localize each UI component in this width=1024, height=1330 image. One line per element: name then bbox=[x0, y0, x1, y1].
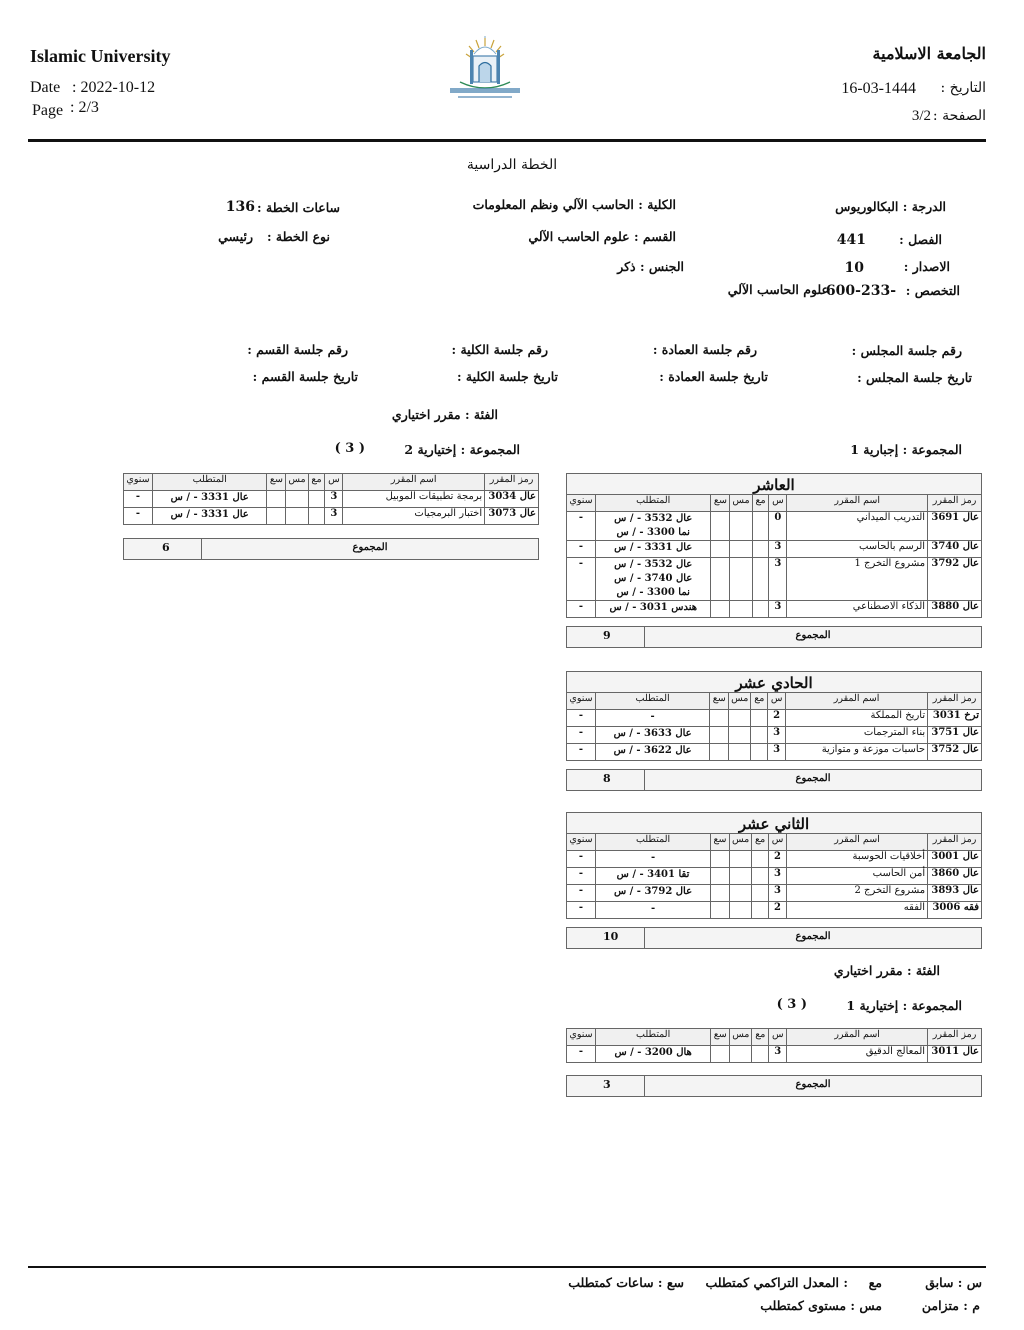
cell-prereq: عال 3633 - / س bbox=[596, 727, 710, 744]
cell-sa bbox=[710, 727, 729, 744]
column-header-ma: مع bbox=[752, 834, 769, 851]
cell-code: عال 3011 bbox=[928, 1046, 982, 1063]
cell-prereq: هال 3200 - / س bbox=[596, 1046, 711, 1063]
dept-session-no: رقم جلسة القسم : bbox=[247, 342, 348, 357]
date-label: Date bbox=[30, 79, 61, 96]
column-header-ma: مع bbox=[752, 1029, 769, 1046]
term-label: الفصل : bbox=[899, 232, 942, 247]
column-header-s: س bbox=[769, 834, 787, 851]
column-header-code: رمز المقرر bbox=[928, 1029, 982, 1046]
column-header-sa: سع bbox=[710, 693, 729, 710]
cell-s: 3 bbox=[769, 601, 787, 618]
cell-ma bbox=[308, 508, 325, 525]
cell-prereq: - bbox=[596, 710, 710, 727]
column-header-prereq: المتطلب bbox=[596, 693, 710, 710]
table-row bbox=[567, 710, 982, 727]
cell-ms bbox=[729, 727, 751, 744]
column-header-name: اسم المقرر bbox=[786, 693, 928, 710]
cell-yearly: - bbox=[567, 1046, 596, 1063]
deanship-session-date: تاريخ جلسة العمادة : bbox=[659, 369, 768, 384]
column-header-sa: سع bbox=[711, 1029, 730, 1046]
column-header-code: رمز المقرر bbox=[928, 834, 982, 851]
cell-code: عال 3001 bbox=[928, 851, 982, 868]
cell-ms bbox=[730, 1046, 752, 1063]
cell-ma bbox=[751, 710, 768, 727]
table-row bbox=[124, 491, 539, 508]
deanship-session-no: رقم جلسة العمادة : bbox=[652, 342, 757, 357]
semester-table bbox=[566, 692, 982, 761]
column-header-prereq: المتطلب bbox=[152, 474, 266, 491]
cell-ms bbox=[730, 512, 752, 541]
cell-name: تاريخ المملكة bbox=[786, 710, 928, 727]
cell-name: مشروع التخرج 1 bbox=[787, 558, 928, 601]
cell-name: حاسبات موزعة و متوازية bbox=[786, 744, 928, 761]
cell-ma bbox=[752, 541, 769, 558]
cell-name: التدريب الميداني bbox=[787, 512, 928, 541]
semester-title: الحادي عشر bbox=[566, 671, 982, 693]
total-label: المجموع bbox=[644, 770, 981, 790]
column-header-ma: مع bbox=[308, 474, 325, 491]
table-row bbox=[567, 868, 982, 885]
table-row bbox=[567, 902, 982, 919]
cell-s: 3 bbox=[769, 541, 787, 558]
table-header-row bbox=[567, 693, 982, 710]
table-row bbox=[567, 727, 982, 744]
cell-ma bbox=[752, 851, 769, 868]
version-label: الاصدار : bbox=[903, 259, 950, 274]
cell-sa bbox=[711, 558, 730, 601]
table-row bbox=[567, 512, 982, 541]
column-header-sa: سع bbox=[711, 495, 730, 512]
table-row bbox=[567, 851, 982, 868]
cell-s: 0 bbox=[769, 512, 787, 541]
cell-yearly: - bbox=[567, 601, 596, 618]
major-code: -600-233 bbox=[825, 283, 896, 299]
total-label: المجموع bbox=[644, 1076, 981, 1096]
semester-title: الثاني عشر bbox=[566, 812, 982, 834]
dept-session-date: تاريخ جلسة القسم : bbox=[252, 369, 358, 384]
column-header-prereq: المتطلب bbox=[595, 495, 710, 512]
cell-prereq: عال 3792 - / س bbox=[596, 885, 711, 902]
total-value: 6 bbox=[162, 541, 170, 554]
cell-code: عال 3792 bbox=[928, 558, 982, 601]
column-header-yearly: سنوي bbox=[567, 693, 596, 710]
cell-ms bbox=[730, 558, 752, 601]
cell-sa bbox=[711, 1046, 730, 1063]
page-value: : 2/3 bbox=[70, 99, 99, 116]
ar-date-value: 16-03-1444 bbox=[841, 80, 916, 97]
cell-ma bbox=[752, 601, 769, 618]
cell-sa bbox=[711, 868, 730, 885]
semester-title: العاشر bbox=[566, 473, 982, 495]
column-header-yearly: سنوي bbox=[567, 1029, 596, 1046]
semester-total bbox=[566, 626, 982, 648]
column-header-ma: مع bbox=[751, 693, 768, 710]
legend-ms: مس : مستوى كمتطلب bbox=[760, 1298, 882, 1313]
table-row bbox=[567, 558, 982, 601]
cell-yearly: - bbox=[124, 508, 153, 525]
table-header-row bbox=[567, 1029, 982, 1046]
column-header-code: رمز المقرر bbox=[928, 693, 982, 710]
plan-type-value: رئيسي bbox=[218, 229, 253, 244]
cell-ma bbox=[752, 868, 769, 885]
column-header-prereq: المتطلب bbox=[596, 834, 711, 851]
cell-code: عال 3073 bbox=[485, 508, 539, 525]
plan-type-label: نوع الخطة : bbox=[266, 229, 330, 244]
column-header-prereq: المتطلب bbox=[596, 1029, 711, 1046]
column-header-name: اسم المقرر bbox=[343, 474, 485, 491]
cell-sa bbox=[267, 491, 286, 508]
group-left-label: المجموعة : إختيارية 2 bbox=[404, 442, 520, 457]
column-header-s: س bbox=[768, 693, 786, 710]
cell-ma bbox=[751, 727, 768, 744]
department: القسم : علوم الحاسب الآلي bbox=[528, 229, 676, 244]
legend-ma-desc: : المعدل التراكمي كمتطلب bbox=[705, 1275, 848, 1290]
column-header-ms: مس bbox=[286, 474, 308, 491]
column-header-ms: مس bbox=[730, 1029, 752, 1046]
cell-s: 3 bbox=[769, 1046, 787, 1063]
cell-name: أخلاقيات الحوسبة bbox=[786, 851, 927, 868]
ar-date-label: التاريخ : bbox=[940, 80, 986, 96]
cell-yearly: - bbox=[567, 710, 596, 727]
cell-prereq: عال 3622 - / س bbox=[596, 744, 710, 761]
college: الكلية : الحاسب الآلي ونظم المعلومات bbox=[472, 197, 676, 212]
cell-code: عال 3034 bbox=[485, 491, 539, 508]
cell-prereq: - bbox=[596, 902, 711, 919]
cell-code: عال 3893 bbox=[928, 885, 982, 902]
group-right-label: المجموعة : إجبارية 1 bbox=[850, 442, 962, 457]
cell-ms bbox=[729, 885, 751, 902]
cell-s: 3 bbox=[325, 508, 343, 525]
table-row bbox=[567, 601, 982, 618]
cell-s: 3 bbox=[325, 491, 343, 508]
table-header-row bbox=[567, 495, 982, 512]
cell-yearly: - bbox=[567, 851, 596, 868]
legend-sa: سع : ساعات كمتطلب bbox=[568, 1275, 684, 1290]
cell-sa bbox=[711, 885, 730, 902]
table-row bbox=[567, 1046, 982, 1063]
major-name: علوم الحاسب الآلي bbox=[727, 282, 829, 297]
column-header-ms: مس bbox=[729, 693, 751, 710]
cell-name: الرسم بالحاسب bbox=[787, 541, 928, 558]
cell-s: 2 bbox=[768, 710, 786, 727]
cell-name: أمن الحاسب bbox=[786, 868, 927, 885]
en-university-title: Islamic University bbox=[30, 46, 171, 66]
column-header-sa: سع bbox=[267, 474, 286, 491]
cell-yearly: - bbox=[567, 868, 596, 885]
date-value: : 2022-10-12 bbox=[72, 79, 156, 96]
cell-ms bbox=[286, 508, 308, 525]
column-header-code: رمز المقرر bbox=[485, 474, 539, 491]
elective-group-2-total bbox=[123, 538, 539, 560]
legend-ma-code: مع bbox=[868, 1275, 882, 1290]
university-logo bbox=[446, 34, 524, 104]
column-header-yearly: سنوي bbox=[567, 834, 596, 851]
cell-name: مشروع التخرج 2 bbox=[786, 885, 927, 902]
total-value: 3 bbox=[603, 1078, 611, 1091]
cell-code: عال 3751 bbox=[928, 727, 982, 744]
cell-sa bbox=[711, 902, 730, 919]
column-header-yearly: سنوي bbox=[567, 495, 596, 512]
column-header-code: رمز المقرر bbox=[928, 495, 982, 512]
college-session-no: رقم جلسة الكلية : bbox=[451, 342, 548, 357]
column-header-s: س bbox=[769, 495, 787, 512]
semester-total bbox=[566, 769, 982, 791]
footer-divider bbox=[28, 1266, 986, 1268]
total-label: المجموع bbox=[644, 928, 981, 948]
cell-ma bbox=[308, 491, 325, 508]
cell-sa bbox=[711, 851, 730, 868]
column-header-s: س bbox=[769, 1029, 787, 1046]
cell-prereq: - bbox=[596, 851, 711, 868]
cell-ma bbox=[752, 558, 769, 601]
cell-sa bbox=[267, 508, 286, 525]
semester-table bbox=[566, 494, 982, 618]
cell-ms bbox=[729, 744, 751, 761]
column-header-sa: سع bbox=[711, 834, 730, 851]
cell-ms bbox=[730, 541, 752, 558]
cell-code: عال 3880 bbox=[928, 601, 982, 618]
cell-code: عال 3752 bbox=[928, 744, 982, 761]
cell-s: 3 bbox=[768, 727, 786, 744]
gender: الجنس : ذكر bbox=[617, 259, 684, 274]
cell-code: عال 3740 bbox=[928, 541, 982, 558]
cell-sa bbox=[711, 601, 730, 618]
cell-code: عال 3691 bbox=[928, 512, 982, 541]
cell-yearly: - bbox=[567, 902, 596, 919]
category-label-bottom: الفئة : مقرر اختياري bbox=[833, 963, 940, 978]
cell-code: ترخ 3031 bbox=[928, 710, 982, 727]
table-row bbox=[567, 744, 982, 761]
column-header-ms: مس bbox=[730, 495, 752, 512]
semester-total bbox=[566, 927, 982, 949]
cell-yearly: - bbox=[567, 512, 596, 541]
cell-s: 3 bbox=[768, 744, 786, 761]
cell-sa bbox=[711, 541, 730, 558]
college-session-date: تاريخ جلسة الكلية : bbox=[456, 369, 558, 384]
cell-ms bbox=[729, 902, 751, 919]
total-value: 9 bbox=[603, 629, 611, 642]
ar-university-title: الجامعة الاسلامية bbox=[872, 44, 986, 63]
cell-s: 2 bbox=[769, 851, 787, 868]
cell-s: 2 bbox=[769, 902, 787, 919]
cell-ms bbox=[729, 710, 751, 727]
degree: الدرجة : البكالوريوس bbox=[835, 199, 946, 214]
cell-ms bbox=[729, 868, 751, 885]
ar-page-value: 3/2 bbox=[911, 108, 931, 124]
cell-name: برمجة تطبيقات الموبيل bbox=[343, 491, 485, 508]
semester-table bbox=[566, 833, 982, 919]
legend-concurrent: م : متزامن bbox=[921, 1298, 980, 1313]
cell-prereq: هندس 3031 - / س bbox=[595, 601, 710, 618]
cell-prereq: عال 3532 - / س عال 3740 - / س نما 3300 - / س bbox=[595, 558, 710, 601]
ar-page-label: الصفحة : bbox=[932, 108, 986, 124]
group-bottom-count: ( 3 ) bbox=[776, 997, 807, 1012]
council-session-no: رقم جلسة المجلس : bbox=[851, 343, 962, 358]
column-header-name: اسم المقرر bbox=[787, 1029, 928, 1046]
cell-name: الفقه bbox=[786, 902, 927, 919]
cell-name: اختبار البرمجيات bbox=[343, 508, 485, 525]
cell-prereq: عال 3331 - / س bbox=[595, 541, 710, 558]
elective-group-1-total bbox=[566, 1075, 982, 1097]
major-label: التخصص : bbox=[905, 283, 960, 298]
plan-hours-value: 136 bbox=[225, 199, 255, 215]
cell-name: الذكاء الاصطناعي bbox=[787, 601, 928, 618]
total-label: المجموع bbox=[644, 627, 981, 647]
cell-code: فقه 3006 bbox=[928, 902, 982, 919]
legend-prev: س : سابق bbox=[925, 1275, 982, 1290]
column-header-name: اسم المقرر bbox=[786, 834, 927, 851]
cell-ms bbox=[286, 491, 308, 508]
column-header-name: اسم المقرر bbox=[787, 495, 928, 512]
category-label-top: الفئة : مقرر اختياري bbox=[391, 407, 498, 422]
cell-name: المعالج الدقيق bbox=[787, 1046, 928, 1063]
cell-prereq: عال 3331 - / س bbox=[152, 508, 266, 525]
header-divider bbox=[28, 139, 986, 142]
cell-yearly: - bbox=[567, 744, 596, 761]
table-row bbox=[124, 508, 539, 525]
column-header-ma: مع bbox=[752, 495, 769, 512]
cell-ma bbox=[752, 885, 769, 902]
group-left-count: ( 3 ) bbox=[334, 441, 365, 456]
page-label: Page bbox=[32, 102, 64, 119]
total-value: 8 bbox=[603, 772, 611, 785]
cell-sa bbox=[710, 710, 729, 727]
cell-ma bbox=[752, 1046, 769, 1063]
cell-ms bbox=[730, 601, 752, 618]
column-header-ms: مس bbox=[729, 834, 751, 851]
version-value: 10 bbox=[844, 260, 864, 276]
table-header-row bbox=[567, 834, 982, 851]
table-row bbox=[567, 541, 982, 558]
cell-yearly: - bbox=[124, 491, 153, 508]
cell-yearly: - bbox=[567, 558, 596, 601]
total-label: المجموع bbox=[201, 539, 538, 559]
elective-group-1-table bbox=[566, 1028, 982, 1063]
cell-ms bbox=[729, 851, 751, 868]
table-row bbox=[567, 885, 982, 902]
plan-hours-label: ساعات الخطة : bbox=[257, 200, 340, 215]
cell-yearly: - bbox=[567, 727, 596, 744]
cell-s: 3 bbox=[769, 868, 787, 885]
cell-prereq: تقا 3401 - / س bbox=[596, 868, 711, 885]
cell-sa bbox=[711, 512, 730, 541]
cell-ma bbox=[751, 744, 768, 761]
elective-group-2-table bbox=[123, 473, 539, 525]
cell-code: عال 3860 bbox=[928, 868, 982, 885]
total-value: 10 bbox=[603, 930, 619, 943]
cell-ma bbox=[752, 512, 769, 541]
council-session-date: تاريخ جلسة المجلس : bbox=[857, 370, 972, 385]
cell-ma bbox=[752, 902, 769, 919]
doc-title: الخطة الدراسية bbox=[466, 157, 558, 173]
group-bottom-label: المجموعة : إختيارية 1 bbox=[846, 998, 962, 1013]
cell-name: بناء المترجمات bbox=[786, 727, 928, 744]
table-header-row bbox=[124, 474, 539, 491]
cell-sa bbox=[710, 744, 729, 761]
cell-prereq: عال 3532 - / س نما 3300 - / س bbox=[595, 512, 710, 541]
cell-s: 3 bbox=[769, 885, 787, 902]
cell-s: 3 bbox=[769, 558, 787, 601]
cell-yearly: - bbox=[567, 541, 596, 558]
cell-prereq: عال 3331 - / س bbox=[152, 491, 266, 508]
cell-yearly: - bbox=[567, 885, 596, 902]
term-value: 441 bbox=[836, 232, 866, 248]
column-header-s: س bbox=[325, 474, 343, 491]
column-header-yearly: سنوي bbox=[124, 474, 153, 491]
